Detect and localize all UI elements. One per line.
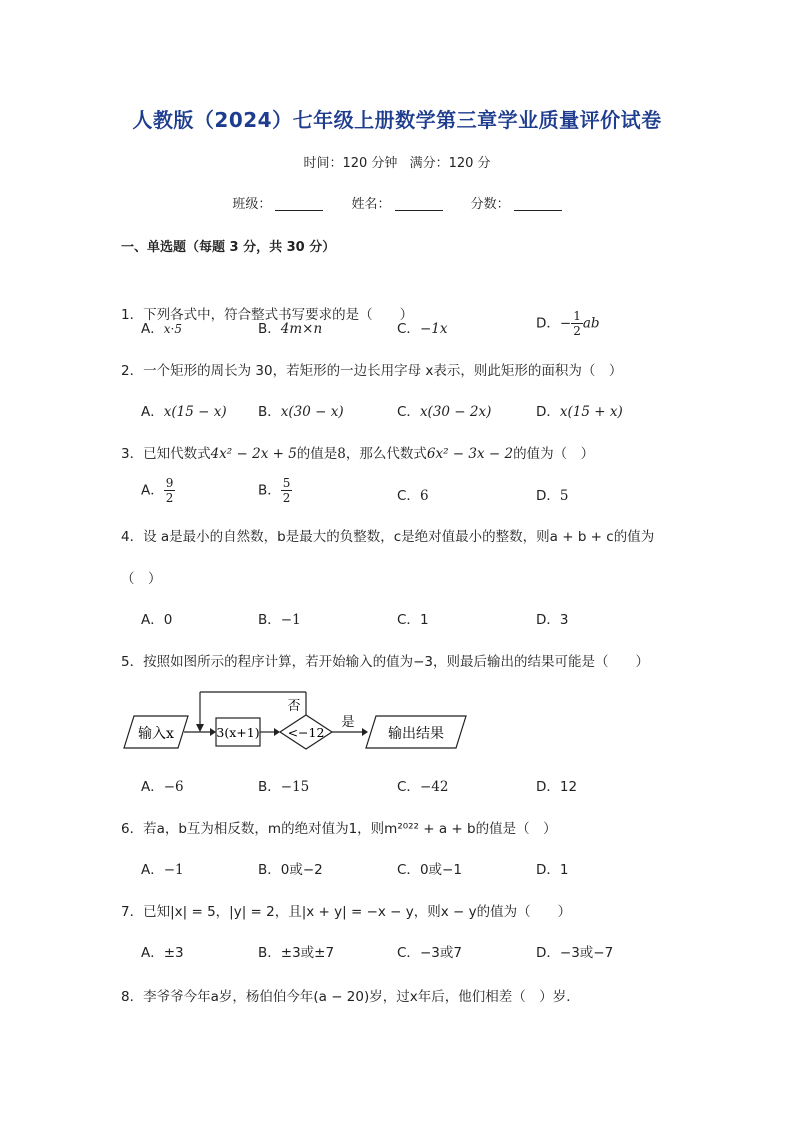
question-8: 8．李爷爷今年a岁，杨伯伯今年(a − 20)岁，过x年后，他们相差（ ）岁． — [121, 989, 580, 1005]
option-b[interactable]: B．0或−2 — [258, 862, 323, 878]
option-d[interactable]: D．5 — [536, 488, 569, 504]
option-b[interactable]: B．x(30 − x) — [258, 404, 344, 420]
option-a[interactable]: A．±3 — [141, 945, 184, 961]
question-3: 3．已知代数式4x² − 2x + 5的值是8，那么代数式6x² − 3x − 2的值为（ ） — [121, 446, 595, 462]
full-score: 满分：120 分 — [409, 156, 491, 171]
option-c[interactable]: C．−42 — [397, 779, 449, 795]
option-d[interactable]: D．12 — [536, 779, 578, 795]
option-c[interactable]: C．0或−1 — [397, 862, 462, 878]
class-label: 班级： — [232, 197, 272, 212]
option-b[interactable]: B．−15 — [258, 779, 310, 795]
option-d[interactable]: D．1 — [536, 862, 569, 878]
option-c[interactable]: C．−1x — [397, 321, 448, 337]
score-label: 分数： — [470, 197, 510, 212]
option-d[interactable]: D．3 — [536, 612, 569, 628]
option-c[interactable]: C．x(30 − 2x) — [397, 404, 492, 420]
option-d[interactable]: D．−3或−7 — [536, 945, 614, 961]
calc-label: 3(x+1) — [216, 725, 260, 740]
time-limit: 时间：120 分钟 — [303, 156, 398, 171]
student-fields — [0, 193, 794, 212]
name-label: 姓名： — [351, 197, 391, 212]
class-field[interactable] — [232, 193, 323, 212]
program-flowchart — [120, 688, 480, 760]
option-c[interactable]: C．6 — [397, 488, 429, 504]
condition-label: <−12 — [287, 725, 325, 740]
option-a[interactable]: A．x(15 − x) — [141, 404, 227, 420]
question-5: 5．按照如图所示的程序计算，若开始输入的值为−3，则最后输出的结果可能是（ ） — [121, 654, 649, 670]
yes-label: 是 — [341, 715, 355, 730]
option-d[interactable]: D．− $\frac{1}{2}$ ab — [536, 309, 600, 338]
name-field[interactable] — [351, 193, 442, 212]
option-c[interactable]: C．−3或7 — [397, 945, 462, 961]
option-a[interactable]: A．−1 — [141, 862, 184, 878]
question-7: 7．已知|x| = 5，|y| = 2，且|x + y| = −x − y，则x − y的值为（ ） — [121, 904, 572, 920]
option-b[interactable]: B．±3或±7 — [258, 945, 335, 961]
question-1: 1．下列各式中，符合整式书写要求的是（ ） — [121, 307, 414, 323]
question-4-bracket: （ ） — [121, 571, 162, 587]
option-d[interactable]: D．x(15 + x) — [536, 404, 623, 420]
option-a[interactable]: A．0 — [141, 612, 173, 628]
exam-title: 人教版（2024）七年级上册数学第三章学业质量评价试卷 — [132, 108, 662, 132]
option-a[interactable]: A． $\frac{9}{2}$ — [141, 476, 174, 505]
output-label: 输出结果 — [388, 726, 444, 742]
option-a[interactable]: A．x·5 — [141, 321, 182, 337]
no-label: 否 — [287, 699, 301, 714]
option-b[interactable]: B． $\frac{5}{2}$ — [258, 476, 291, 505]
section-heading: 一、单选题（每题 3 分，共 30 分） — [121, 240, 336, 255]
question-6: 6．若a，b互为相反数，m的绝对值为1，则m²⁰²² + a + b的值是（ ） — [121, 821, 557, 837]
option-a[interactable]: A．−6 — [141, 779, 184, 795]
question-4: 4．设 a是最小的自然数，b是最大的负整数，c是绝对值最小的整数，则a + b + c的值为 — [121, 529, 655, 545]
question-2: 2．一个矩形的周长为 30，若矩形的一边长用字母 x表示，则此矩形的面积为（ ） — [121, 363, 623, 379]
option-c[interactable]: C．1 — [397, 612, 429, 628]
input-label: 输入x — [138, 726, 174, 742]
score-field[interactable] — [471, 193, 562, 212]
option-b[interactable]: B．−1 — [258, 612, 301, 628]
option-b[interactable]: B．4m×n — [258, 321, 323, 337]
exam-meta — [0, 152, 794, 171]
